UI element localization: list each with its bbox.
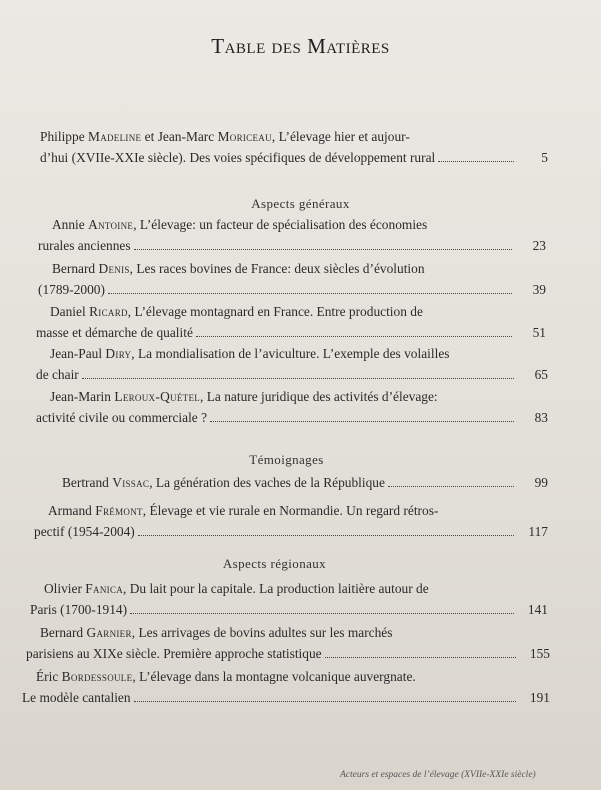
- page-number: 39: [532, 282, 546, 297]
- page-title: Table des Matières: [211, 34, 390, 58]
- dot-leader: [196, 335, 512, 337]
- section-heading: Aspects régionaux: [222, 556, 327, 571]
- dot-leader: [438, 160, 514, 162]
- dot-leader: [134, 248, 512, 250]
- page-number: 155: [529, 646, 550, 661]
- toc-entry: Éric Bordessoule, L’élevage dans la montagne volcanique auvergnate. Le modèle cantalien 191: [22, 666, 550, 708]
- running-footer: Acteurs et espaces de l’élevage (XVIIe-XXIe siècle): [340, 770, 536, 780]
- author-first: Philippe: [40, 129, 85, 144]
- toc-entry: Bernard Garnier, Les arrivages de bovins adultes sur les marchés parisiens au XIXe siècle. Première approche statistique 155: [26, 622, 550, 664]
- entry-title-line1: , L’élevage hier et aujour-: [271, 129, 410, 144]
- page-number: 117: [528, 524, 548, 539]
- author2-first: Jean-Marc: [157, 129, 215, 144]
- dot-leader: [108, 292, 512, 294]
- dot-leader: [130, 612, 514, 614]
- author-last: Madeline: [88, 129, 142, 144]
- dot-leader: [82, 377, 514, 379]
- page-number: 5: [541, 150, 548, 165]
- toc-entry: Daniel Ricard, L’élevage montagnard en France. Entre production de masse et démarche de qualité 51: [36, 301, 546, 343]
- page-number: 191: [529, 690, 550, 705]
- section-heading: Aspects généraux: [251, 196, 350, 211]
- page-number: 141: [527, 602, 548, 617]
- dot-leader: [138, 534, 514, 536]
- page-number: 23: [532, 238, 546, 253]
- toc-entry: Bertrand Vissac , La génération des vaches de la République 99: [34, 472, 548, 493]
- toc-entry: Jean-Marin Leroux-Quétel, La nature juridique des activités d’élevage: activité civile ou commerciale ? 83: [36, 386, 548, 428]
- conjunction: et: [144, 129, 155, 144]
- toc-entry: Jean-Paul Diry, La mondialisation de l’aviculture. L’exemple des volailles de chair 65: [36, 343, 548, 385]
- author2-last: Moriceau: [217, 129, 272, 144]
- dot-leader: [388, 485, 514, 487]
- dot-leader: [325, 656, 516, 658]
- toc-entry: Olivier Fanica, Du lait pour la capitale. La production laitière autour de Paris (1700-1914) 141: [30, 578, 548, 620]
- page-number: 65: [534, 367, 548, 382]
- page-number: 99: [534, 475, 548, 490]
- dot-leader: [210, 420, 514, 422]
- toc-entry: Armand Frémont, Élevage et vie rurale en Normandie. Un regard rétros- pectif (1954-2004) 117: [34, 500, 548, 542]
- page-number: 51: [532, 325, 546, 340]
- entry-title-line2: d’hui (XVIIe-XXIe siècle). Des voies spécifiques de développement rural: [40, 150, 436, 165]
- toc-entry: Bernard Denis, Les races bovines de France: deux siècles d’évolution (1789-2000) 39: [38, 258, 546, 300]
- toc-entry: Annie Antoine, L’élevage: un facteur de spécialisation des économies rurales anciennes 23: [38, 214, 546, 256]
- toc-entry-intro: [40, 126, 548, 168]
- dot-leader: [134, 700, 516, 702]
- section-heading: Témoignages: [249, 452, 324, 467]
- page-number: 83: [534, 410, 548, 425]
